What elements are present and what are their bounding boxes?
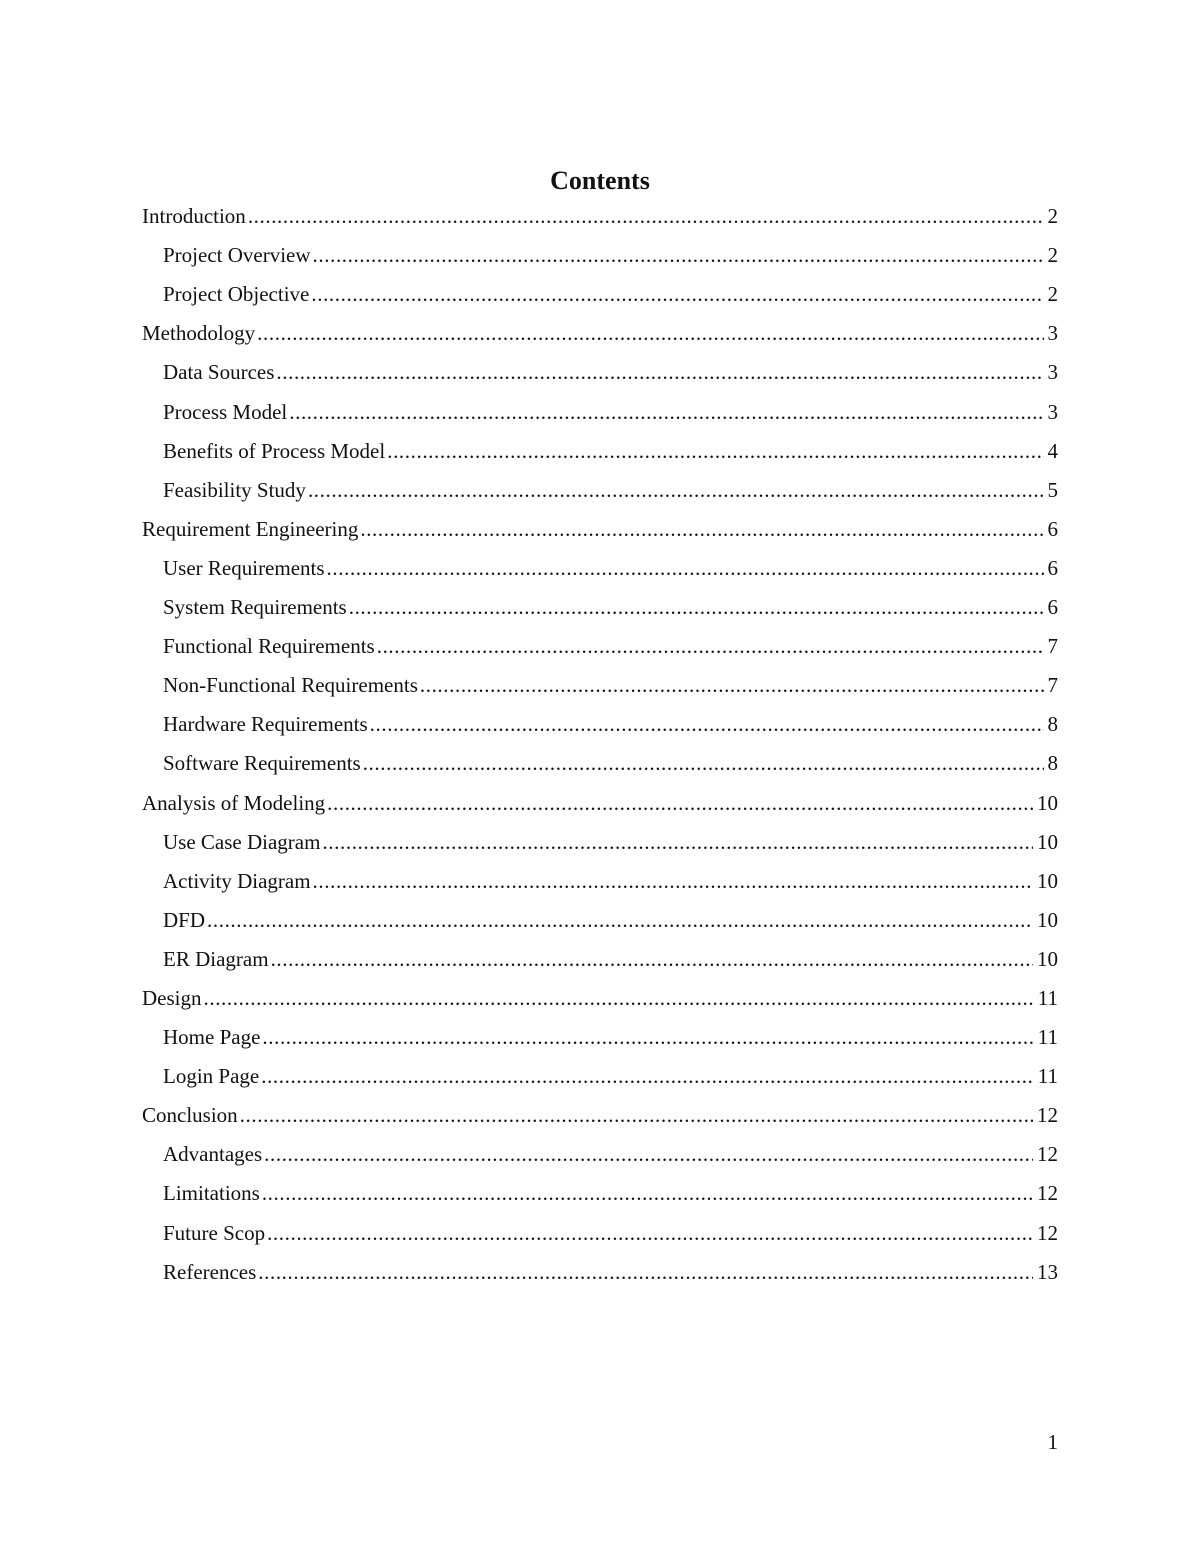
dot-leader [313, 863, 1033, 899]
toc-entry[interactable] [142, 351, 1058, 390]
toc-entry-label: Non-Functional Requirements [163, 667, 420, 703]
dot-leader [370, 706, 1044, 742]
dot-leader [262, 1175, 1033, 1211]
toc-entry-page-number: 2 [1047, 282, 1058, 307]
toc-entry-page-number: 7 [1047, 634, 1058, 659]
toc-entry[interactable] [142, 312, 1058, 351]
toc-entry-label: Hardware Requirements [163, 706, 370, 742]
toc-entry[interactable] [142, 234, 1058, 273]
toc-entry[interactable] [142, 1055, 1058, 1094]
dot-leader [267, 1215, 1033, 1251]
toc-entry[interactable] [142, 1133, 1058, 1172]
toc-entry-page-number: 3 [1047, 399, 1058, 424]
toc-entry-label: User Requirements [163, 550, 327, 586]
toc-entry[interactable] [142, 195, 1058, 234]
toc-entry-page-number: 10 [1037, 907, 1058, 932]
dot-leader [261, 1058, 1034, 1094]
toc-entry-page-number: 12 [1037, 1103, 1058, 1128]
toc-entry-page-number: 13 [1037, 1259, 1058, 1284]
dot-leader [204, 980, 1034, 1016]
toc-entry-page-number: 6 [1047, 555, 1058, 580]
toc-entry-label: Process Model [163, 394, 289, 430]
toc-entry-page-number: 11 [1037, 1064, 1058, 1089]
dot-leader [327, 550, 1044, 586]
toc-entry-page-number: 6 [1047, 595, 1058, 620]
toc-entry[interactable] [142, 860, 1058, 899]
toc-entry-page-number: 8 [1047, 712, 1058, 737]
toc-entry-page-number: 12 [1037, 1181, 1058, 1206]
dot-leader [349, 589, 1044, 625]
toc-entry[interactable] [142, 586, 1058, 625]
toc-entry[interactable] [142, 273, 1058, 312]
toc-entry[interactable] [142, 664, 1058, 703]
toc-entry-page-number: 10 [1037, 946, 1058, 971]
toc-entry[interactable] [142, 625, 1058, 664]
toc-entry-page-number: 6 [1047, 516, 1058, 541]
toc-entry-label: Home Page [163, 1019, 262, 1055]
dot-leader [264, 1136, 1033, 1172]
toc-entry-label: Future Scop [163, 1215, 267, 1251]
toc-entry[interactable] [142, 1094, 1058, 1133]
toc-entry[interactable] [142, 703, 1058, 742]
toc-entry[interactable] [142, 742, 1058, 781]
toc-entry-page-number: 10 [1037, 829, 1058, 854]
toc-entry-label: Project Overview [163, 237, 313, 273]
toc-entry-label: Functional Requirements [163, 628, 377, 664]
toc-entry[interactable] [142, 1251, 1058, 1290]
toc-entry[interactable] [142, 1211, 1058, 1250]
dot-leader [258, 1254, 1033, 1290]
toc-entry-page-number: 10 [1037, 790, 1058, 815]
dot-leader [313, 237, 1044, 273]
dot-leader [322, 824, 1033, 860]
dot-leader [207, 902, 1033, 938]
toc-entry[interactable] [142, 547, 1058, 586]
toc-entry[interactable] [142, 977, 1058, 1016]
dot-leader [262, 1019, 1033, 1055]
toc-entry-label: Activity Diagram [163, 863, 313, 899]
toc-entry[interactable] [142, 781, 1058, 820]
toc-entry-label: Analysis of Modeling [142, 785, 327, 821]
toc-entry[interactable] [142, 1172, 1058, 1211]
toc-entry-page-number: 11 [1037, 1025, 1058, 1050]
toc-entry-label: Benefits of Process Model [163, 433, 387, 469]
dot-leader [377, 628, 1044, 664]
toc-entry-page-number: 8 [1047, 751, 1058, 776]
toc-entry[interactable] [142, 469, 1058, 508]
page-number: 1 [1047, 1430, 1058, 1454]
toc-entry-label: Advantages [163, 1136, 264, 1172]
toc-entry-label: Requirement Engineering [142, 511, 360, 547]
toc-entry-page-number: 2 [1047, 204, 1058, 229]
toc-entry-label: Conclusion [142, 1097, 240, 1133]
toc-entry-page-number: 5 [1047, 477, 1058, 502]
dot-leader [276, 354, 1043, 390]
toc-entry-label: Data Sources [163, 354, 276, 390]
dot-leader [240, 1097, 1033, 1133]
toc-entry-label: Login Page [163, 1058, 261, 1094]
dot-leader [289, 394, 1043, 430]
toc-entry-label: Methodology [142, 315, 257, 351]
toc-entry[interactable] [142, 390, 1058, 429]
dot-leader [311, 276, 1043, 312]
toc-entry-label: Design [142, 980, 204, 1016]
toc-entry[interactable] [142, 430, 1058, 469]
dot-leader [420, 667, 1044, 703]
toc-heading: Contents [550, 166, 650, 195]
toc-entry-label: DFD [163, 902, 207, 938]
dot-leader [257, 315, 1043, 351]
toc-entry[interactable] [142, 938, 1058, 977]
dot-leader [363, 745, 1044, 781]
toc-entry-label: Software Requirements [163, 745, 363, 781]
toc-entry-label: Introduction [142, 198, 248, 234]
toc-entry-label: Limitations [163, 1175, 262, 1211]
toc-entry[interactable] [142, 508, 1058, 547]
toc-entry-label: Project Objective [163, 276, 311, 312]
toc-entry[interactable] [142, 1016, 1058, 1055]
toc-entry[interactable] [142, 821, 1058, 860]
dot-leader [308, 472, 1044, 508]
toc-entry-label: Feasibility Study [163, 472, 308, 508]
toc-entry-page-number: 12 [1037, 1142, 1058, 1167]
dot-leader [387, 433, 1043, 469]
dot-leader [271, 941, 1033, 977]
toc-entry-page-number: 10 [1037, 868, 1058, 893]
dot-leader [360, 511, 1043, 547]
toc-list [142, 195, 1058, 1290]
toc-entry-page-number: 3 [1047, 360, 1058, 385]
toc-entry-label: Use Case Diagram [163, 824, 322, 860]
dot-leader [327, 785, 1033, 821]
toc-entry-page-number: 4 [1047, 438, 1058, 463]
toc-entry[interactable] [142, 899, 1058, 938]
toc-entry-page-number: 11 [1037, 985, 1058, 1010]
toc-entry-page-number: 7 [1047, 673, 1058, 698]
toc-entry-page-number: 3 [1047, 321, 1058, 346]
toc-entry-page-number: 12 [1037, 1220, 1058, 1245]
toc-entry-page-number: 2 [1047, 243, 1058, 268]
dot-leader [248, 198, 1044, 234]
toc-entry-label: References [163, 1254, 258, 1290]
toc-entry-label: System Requirements [163, 589, 349, 625]
toc-entry-label: ER Diagram [163, 941, 271, 977]
